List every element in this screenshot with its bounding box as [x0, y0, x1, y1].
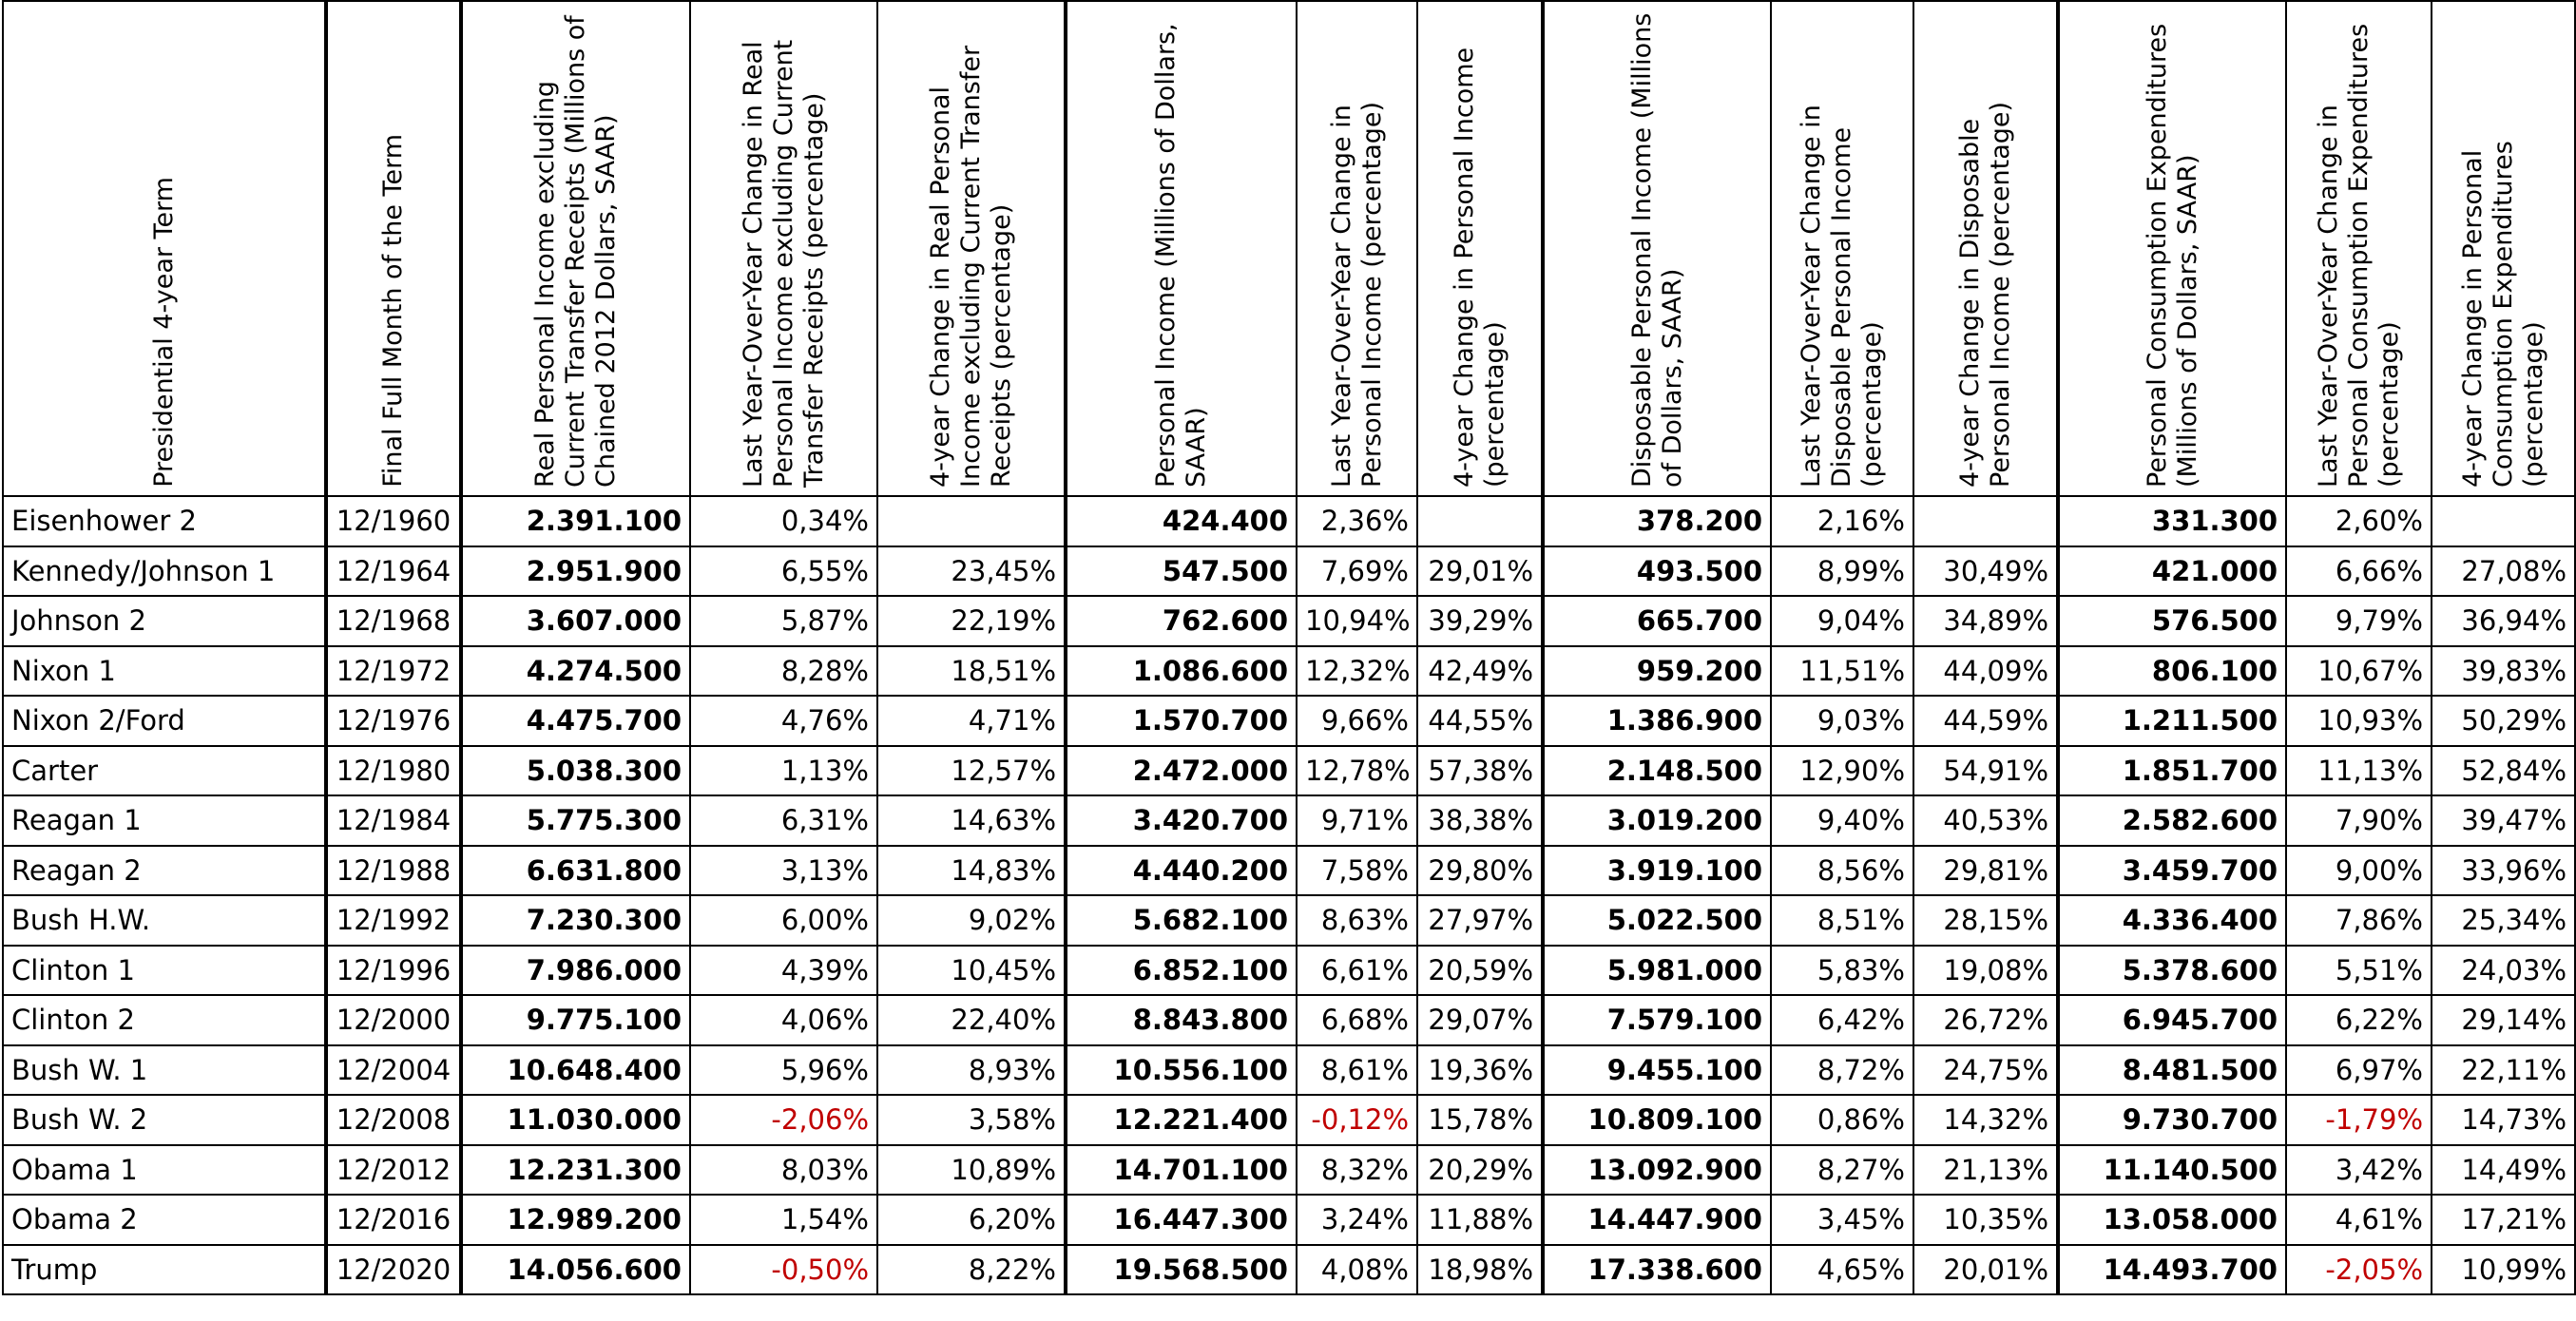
table-row	[3, 1095, 2575, 1145]
cell-disposable-income-yoy: 12,90%	[1771, 746, 1913, 796]
cell-pce-4yr: 14,73%	[2432, 1095, 2575, 1145]
cell-pce-yoy: 7,90%	[2286, 795, 2432, 846]
table-row	[3, 846, 2575, 896]
cell-disposable-income-4yr: 19,08%	[1913, 946, 2058, 996]
cell-pce: 576.500	[2058, 596, 2286, 646]
cell-real-income-4yr: 23,45%	[877, 546, 1066, 597]
cell-disposable-income-yoy: 6,42%	[1771, 995, 1913, 1045]
cell-disposable-income-4yr: 28,15%	[1913, 895, 2058, 946]
cell-personal-income: 4.440.200	[1066, 846, 1297, 896]
cell-term: Obama 2	[3, 1195, 326, 1245]
cell-term: Trump	[3, 1245, 326, 1295]
cell-disposable-income-4yr: 10,35%	[1913, 1195, 2058, 1245]
cell-term: Bush W. 1	[3, 1045, 326, 1096]
cell-personal-income: 6.852.100	[1066, 946, 1297, 996]
cell-term: Kennedy/Johnson 1	[3, 546, 326, 597]
cell-pce-yoy: -1,79%	[2286, 1095, 2432, 1145]
cell-disposable-income: 3.019.200	[1543, 795, 1771, 846]
cell-term: Reagan 1	[3, 795, 326, 846]
cell-real-income: 2.951.900	[461, 546, 690, 597]
cell-pce-4yr: 29,14%	[2432, 995, 2575, 1045]
cell-personal-income-yoy: 7,58%	[1297, 846, 1417, 896]
cell-real-income-yoy: 6,55%	[690, 546, 877, 597]
header-personal-income-4yr: 4-year Change in Personal Income (percentage)	[1417, 1, 1543, 496]
cell-personal-income: 424.400	[1066, 496, 1297, 546]
header-real-income-yoy: Last Year-Over-Year Change in Real Personal Income excluding Current Transfer Receipts (percentage)	[690, 1, 877, 496]
cell-real-income-4yr: 12,57%	[877, 746, 1066, 796]
cell-disposable-income: 1.386.900	[1543, 696, 1771, 746]
cell-disposable-income: 5.981.000	[1543, 946, 1771, 996]
cell-real-income-yoy: 4,76%	[690, 696, 877, 746]
cell-real-income: 9.775.100	[461, 995, 690, 1045]
cell-pce-yoy: 6,66%	[2286, 546, 2432, 597]
header-personal-income-yoy: Last Year-Over-Year Change in Personal Income (percentage)	[1297, 1, 1417, 496]
cell-real-income-4yr: 18,51%	[877, 646, 1066, 697]
cell-personal-income-yoy: 12,32%	[1297, 646, 1417, 697]
cell-personal-income-4yr: 57,38%	[1417, 746, 1543, 796]
cell-disposable-income-4yr: 54,91%	[1913, 746, 2058, 796]
cell-personal-income-yoy: 8,32%	[1297, 1145, 1417, 1196]
cell-pce-4yr: 25,34%	[2432, 895, 2575, 946]
cell-personal-income: 16.447.300	[1066, 1195, 1297, 1245]
cell-personal-income-yoy: 9,66%	[1297, 696, 1417, 746]
cell-personal-income-yoy: 6,68%	[1297, 995, 1417, 1045]
cell-final-month: 12/1960	[326, 496, 461, 546]
cell-final-month: 12/1988	[326, 846, 461, 896]
cell-personal-income: 2.472.000	[1066, 746, 1297, 796]
cell-real-income-yoy: 3,13%	[690, 846, 877, 896]
cell-personal-income: 5.682.100	[1066, 895, 1297, 946]
cell-pce: 806.100	[2058, 646, 2286, 697]
cell-real-income-4yr: 14,83%	[877, 846, 1066, 896]
cell-personal-income: 10.556.100	[1066, 1045, 1297, 1096]
cell-pce: 1.851.700	[2058, 746, 2286, 796]
table-row	[3, 496, 2575, 546]
table-row	[3, 546, 2575, 597]
cell-real-income-4yr: 8,22%	[877, 1245, 1066, 1295]
cell-disposable-income-4yr: 30,49%	[1913, 546, 2058, 597]
cell-personal-income-4yr: 29,07%	[1417, 995, 1543, 1045]
cell-real-income: 12.231.300	[461, 1145, 690, 1196]
cell-personal-income: 8.843.800	[1066, 995, 1297, 1045]
cell-personal-income-yoy: 7,69%	[1297, 546, 1417, 597]
cell-disposable-income: 7.579.100	[1543, 995, 1771, 1045]
cell-personal-income-4yr: 38,38%	[1417, 795, 1543, 846]
cell-disposable-income: 493.500	[1543, 546, 1771, 597]
cell-real-income-yoy: 5,87%	[690, 596, 877, 646]
cell-disposable-income: 10.809.100	[1543, 1095, 1771, 1145]
cell-real-income-4yr: 22,40%	[877, 995, 1066, 1045]
cell-personal-income-yoy: 4,08%	[1297, 1245, 1417, 1295]
cell-personal-income: 547.500	[1066, 546, 1297, 597]
cell-final-month: 12/1996	[326, 946, 461, 996]
cell-personal-income-yoy: 2,36%	[1297, 496, 1417, 546]
cell-personal-income-4yr: 18,98%	[1417, 1245, 1543, 1295]
cell-real-income-yoy: 8,28%	[690, 646, 877, 697]
income-table	[2, 0, 2576, 1295]
cell-pce-4yr: 17,21%	[2432, 1195, 2575, 1245]
cell-pce-yoy: 10,67%	[2286, 646, 2432, 697]
cell-disposable-income-yoy: 9,04%	[1771, 596, 1913, 646]
cell-pce-4yr: 14,49%	[2432, 1145, 2575, 1196]
cell-term: Nixon 1	[3, 646, 326, 697]
cell-real-income: 7.230.300	[461, 895, 690, 946]
cell-real-income-yoy: 6,31%	[690, 795, 877, 846]
header-final-month: Final Full Month of the Term	[326, 1, 461, 496]
header-disposable-income-yoy: Last Year-Over-Year Change in Disposable Personal Income (percentage)	[1771, 1, 1913, 496]
cell-personal-income-yoy: -0,12%	[1297, 1095, 1417, 1145]
cell-real-income: 10.648.400	[461, 1045, 690, 1096]
cell-disposable-income: 13.092.900	[1543, 1145, 1771, 1196]
cell-pce-4yr	[2432, 496, 2575, 546]
cell-final-month: 12/1980	[326, 746, 461, 796]
cell-pce: 5.378.600	[2058, 946, 2286, 996]
cell-pce-4yr: 39,83%	[2432, 646, 2575, 697]
cell-disposable-income-4yr: 21,13%	[1913, 1145, 2058, 1196]
cell-pce-4yr: 52,84%	[2432, 746, 2575, 796]
cell-term: Reagan 2	[3, 846, 326, 896]
cell-real-income-4yr: 6,20%	[877, 1195, 1066, 1245]
cell-disposable-income: 17.338.600	[1543, 1245, 1771, 1295]
cell-personal-income-4yr: 39,29%	[1417, 596, 1543, 646]
cell-real-income-yoy: 5,96%	[690, 1045, 877, 1096]
cell-disposable-income-4yr: 34,89%	[1913, 596, 2058, 646]
cell-real-income-4yr: 14,63%	[877, 795, 1066, 846]
cell-real-income: 11.030.000	[461, 1095, 690, 1145]
cell-real-income: 3.607.000	[461, 596, 690, 646]
header-real-income-4yr: 4-year Change in Real Personal Income excluding Current Transfer Receipts (percentage)	[877, 1, 1066, 496]
cell-real-income-yoy: 4,39%	[690, 946, 877, 996]
cell-pce: 8.481.500	[2058, 1045, 2286, 1096]
cell-personal-income-yoy: 10,94%	[1297, 596, 1417, 646]
cell-real-income-4yr: 22,19%	[877, 596, 1066, 646]
cell-real-income: 4.475.700	[461, 696, 690, 746]
cell-personal-income: 762.600	[1066, 596, 1297, 646]
header-personal-income: Personal Income (Millions of Dollars, SAAR)	[1066, 1, 1297, 496]
cell-disposable-income: 14.447.900	[1543, 1195, 1771, 1245]
table-body	[3, 496, 2575, 1294]
cell-pce-yoy: 7,86%	[2286, 895, 2432, 946]
cell-personal-income-4yr: 11,88%	[1417, 1195, 1543, 1245]
cell-disposable-income-yoy: 5,83%	[1771, 946, 1913, 996]
header-term: Presidential 4-year Term	[3, 1, 326, 496]
cell-disposable-income-4yr: 26,72%	[1913, 995, 2058, 1045]
cell-pce: 1.211.500	[2058, 696, 2286, 746]
cell-term: Obama 1	[3, 1145, 326, 1196]
cell-disposable-income: 959.200	[1543, 646, 1771, 697]
cell-real-income-yoy: 8,03%	[690, 1145, 877, 1196]
cell-real-income-4yr: 10,45%	[877, 946, 1066, 996]
cell-disposable-income: 665.700	[1543, 596, 1771, 646]
cell-pce-yoy: 2,60%	[2286, 496, 2432, 546]
cell-personal-income-yoy: 8,61%	[1297, 1045, 1417, 1096]
cell-disposable-income-yoy: 8,72%	[1771, 1045, 1913, 1096]
cell-disposable-income-yoy: 2,16%	[1771, 496, 1913, 546]
cell-final-month: 12/1968	[326, 596, 461, 646]
cell-pce-yoy: 10,93%	[2286, 696, 2432, 746]
cell-final-month: 12/1992	[326, 895, 461, 946]
cell-pce-yoy: 6,97%	[2286, 1045, 2432, 1096]
cell-pce-yoy: 4,61%	[2286, 1195, 2432, 1245]
cell-personal-income-4yr: 44,55%	[1417, 696, 1543, 746]
cell-final-month: 12/1972	[326, 646, 461, 697]
cell-real-income-4yr: 3,58%	[877, 1095, 1066, 1145]
table-row	[3, 1145, 2575, 1196]
cell-pce-yoy: 6,22%	[2286, 995, 2432, 1045]
cell-disposable-income-4yr: 14,32%	[1913, 1095, 2058, 1145]
cell-disposable-income-yoy: 9,40%	[1771, 795, 1913, 846]
cell-real-income: 2.391.100	[461, 496, 690, 546]
header-pce-yoy: Last Year-Over-Year Change in Personal Consumption Expenditures (percentage)	[2286, 1, 2432, 496]
cell-disposable-income: 2.148.500	[1543, 746, 1771, 796]
table-row	[3, 1045, 2575, 1096]
cell-personal-income-4yr: 29,01%	[1417, 546, 1543, 597]
cell-pce-4yr: 36,94%	[2432, 596, 2575, 646]
cell-term: Nixon 2/Ford	[3, 696, 326, 746]
cell-personal-income-4yr	[1417, 496, 1543, 546]
cell-pce-yoy: 9,00%	[2286, 846, 2432, 896]
cell-pce: 3.459.700	[2058, 846, 2286, 896]
header-disposable-income: Disposable Personal Income (Millions of Dollars, SAAR)	[1543, 1, 1771, 496]
cell-real-income: 5.038.300	[461, 746, 690, 796]
cell-term: Clinton 1	[3, 946, 326, 996]
cell-real-income-4yr: 4,71%	[877, 696, 1066, 746]
table-row	[3, 995, 2575, 1045]
cell-real-income-yoy: 6,00%	[690, 895, 877, 946]
cell-pce: 331.300	[2058, 496, 2286, 546]
cell-term: Bush W. 2	[3, 1095, 326, 1145]
cell-real-income-4yr	[877, 496, 1066, 546]
table-row	[3, 795, 2575, 846]
cell-pce-4yr: 50,29%	[2432, 696, 2575, 746]
cell-pce: 2.582.600	[2058, 795, 2286, 846]
cell-real-income-4yr: 10,89%	[877, 1145, 1066, 1196]
header-real-income: Real Personal Income excluding Current Transfer Receipts (Millions of Chained 2012 Dollars, SAAR)	[461, 1, 690, 496]
cell-term: Clinton 2	[3, 995, 326, 1045]
cell-term: Johnson 2	[3, 596, 326, 646]
cell-pce-yoy: 5,51%	[2286, 946, 2432, 996]
header-disposable-income-4yr: 4-year Change in Disposable Personal Income (percentage)	[1913, 1, 2058, 496]
cell-disposable-income-4yr	[1913, 496, 2058, 546]
table-row	[3, 946, 2575, 996]
table-row	[3, 696, 2575, 746]
cell-personal-income: 14.701.100	[1066, 1145, 1297, 1196]
cell-pce: 13.058.000	[2058, 1195, 2286, 1245]
cell-personal-income: 3.420.700	[1066, 795, 1297, 846]
cell-personal-income-yoy: 3,24%	[1297, 1195, 1417, 1245]
cell-personal-income-4yr: 29,80%	[1417, 846, 1543, 896]
cell-pce: 6.945.700	[2058, 995, 2286, 1045]
cell-disposable-income-yoy: 8,99%	[1771, 546, 1913, 597]
cell-pce-4yr: 39,47%	[2432, 795, 2575, 846]
cell-final-month: 12/2016	[326, 1195, 461, 1245]
cell-real-income: 5.775.300	[461, 795, 690, 846]
cell-disposable-income: 5.022.500	[1543, 895, 1771, 946]
cell-real-income: 12.989.200	[461, 1195, 690, 1245]
cell-pce-4yr: 33,96%	[2432, 846, 2575, 896]
cell-disposable-income-4yr: 44,09%	[1913, 646, 2058, 697]
cell-personal-income-4yr: 20,29%	[1417, 1145, 1543, 1196]
cell-pce-yoy: 9,79%	[2286, 596, 2432, 646]
cell-disposable-income: 378.200	[1543, 496, 1771, 546]
cell-term: Carter	[3, 746, 326, 796]
cell-real-income: 4.274.500	[461, 646, 690, 697]
cell-disposable-income: 9.455.100	[1543, 1045, 1771, 1096]
cell-disposable-income-yoy: 0,86%	[1771, 1095, 1913, 1145]
cell-disposable-income-yoy: 8,51%	[1771, 895, 1913, 946]
cell-personal-income-4yr: 20,59%	[1417, 946, 1543, 996]
cell-personal-income-yoy: 9,71%	[1297, 795, 1417, 846]
cell-pce: 421.000	[2058, 546, 2286, 597]
cell-final-month: 12/2000	[326, 995, 461, 1045]
cell-real-income-yoy: 1,54%	[690, 1195, 877, 1245]
cell-term: Eisenhower 2	[3, 496, 326, 546]
cell-final-month: 12/2008	[326, 1095, 461, 1145]
cell-personal-income: 12.221.400	[1066, 1095, 1297, 1145]
cell-disposable-income-4yr: 29,81%	[1913, 846, 2058, 896]
cell-real-income: 14.056.600	[461, 1245, 690, 1295]
cell-personal-income-yoy: 8,63%	[1297, 895, 1417, 946]
cell-real-income-yoy: 0,34%	[690, 496, 877, 546]
cell-personal-income-4yr: 42,49%	[1417, 646, 1543, 697]
cell-disposable-income-yoy: 9,03%	[1771, 696, 1913, 746]
header-row	[3, 1, 2575, 496]
cell-pce-4yr: 24,03%	[2432, 946, 2575, 996]
cell-pce: 14.493.700	[2058, 1245, 2286, 1295]
cell-disposable-income-4yr: 20,01%	[1913, 1245, 2058, 1295]
cell-disposable-income-4yr: 24,75%	[1913, 1045, 2058, 1096]
cell-personal-income: 1.086.600	[1066, 646, 1297, 697]
cell-pce: 11.140.500	[2058, 1145, 2286, 1196]
cell-personal-income: 19.568.500	[1066, 1245, 1297, 1295]
cell-personal-income-4yr: 27,97%	[1417, 895, 1543, 946]
cell-personal-income-yoy: 12,78%	[1297, 746, 1417, 796]
header-pce-4yr: 4-year Change in Personal Consumption Expenditures (percentage)	[2432, 1, 2575, 496]
cell-disposable-income-4yr: 40,53%	[1913, 795, 2058, 846]
table-row	[3, 596, 2575, 646]
cell-real-income-yoy: 4,06%	[690, 995, 877, 1045]
cell-final-month: 12/1984	[326, 795, 461, 846]
cell-final-month: 12/1964	[326, 546, 461, 597]
table-row	[3, 1195, 2575, 1245]
cell-real-income-yoy: -0,50%	[690, 1245, 877, 1295]
table-row	[3, 1245, 2575, 1295]
cell-pce-yoy: 3,42%	[2286, 1145, 2432, 1196]
header-pce: Personal Consumption Expenditures (Millions of Dollars, SAAR)	[2058, 1, 2286, 496]
cell-real-income-yoy: -2,06%	[690, 1095, 877, 1145]
table-row	[3, 895, 2575, 946]
cell-personal-income-yoy: 6,61%	[1297, 946, 1417, 996]
cell-final-month: 12/1976	[326, 696, 461, 746]
cell-pce-4yr: 10,99%	[2432, 1245, 2575, 1295]
cell-final-month: 12/2004	[326, 1045, 461, 1096]
cell-disposable-income: 3.919.100	[1543, 846, 1771, 896]
cell-final-month: 12/2012	[326, 1145, 461, 1196]
cell-pce: 9.730.700	[2058, 1095, 2286, 1145]
cell-real-income: 7.986.000	[461, 946, 690, 996]
cell-pce: 4.336.400	[2058, 895, 2286, 946]
cell-pce-yoy: -2,05%	[2286, 1245, 2432, 1295]
cell-disposable-income-yoy: 11,51%	[1771, 646, 1913, 697]
cell-real-income-4yr: 8,93%	[877, 1045, 1066, 1096]
cell-pce-4yr: 27,08%	[2432, 546, 2575, 597]
cell-final-month: 12/2020	[326, 1245, 461, 1295]
cell-real-income: 6.631.800	[461, 846, 690, 896]
table-row	[3, 746, 2575, 796]
cell-pce-yoy: 11,13%	[2286, 746, 2432, 796]
cell-disposable-income-yoy: 8,56%	[1771, 846, 1913, 896]
cell-personal-income-4yr: 19,36%	[1417, 1045, 1543, 1096]
cell-disposable-income-4yr: 44,59%	[1913, 696, 2058, 746]
cell-term: Bush H.W.	[3, 895, 326, 946]
cell-real-income-4yr: 9,02%	[877, 895, 1066, 946]
cell-pce-4yr: 22,11%	[2432, 1045, 2575, 1096]
cell-personal-income: 1.570.700	[1066, 696, 1297, 746]
cell-disposable-income-yoy: 4,65%	[1771, 1245, 1913, 1295]
table-row	[3, 646, 2575, 697]
cell-personal-income-4yr: 15,78%	[1417, 1095, 1543, 1145]
cell-disposable-income-yoy: 3,45%	[1771, 1195, 1913, 1245]
cell-real-income-yoy: 1,13%	[690, 746, 877, 796]
cell-disposable-income-yoy: 8,27%	[1771, 1145, 1913, 1196]
